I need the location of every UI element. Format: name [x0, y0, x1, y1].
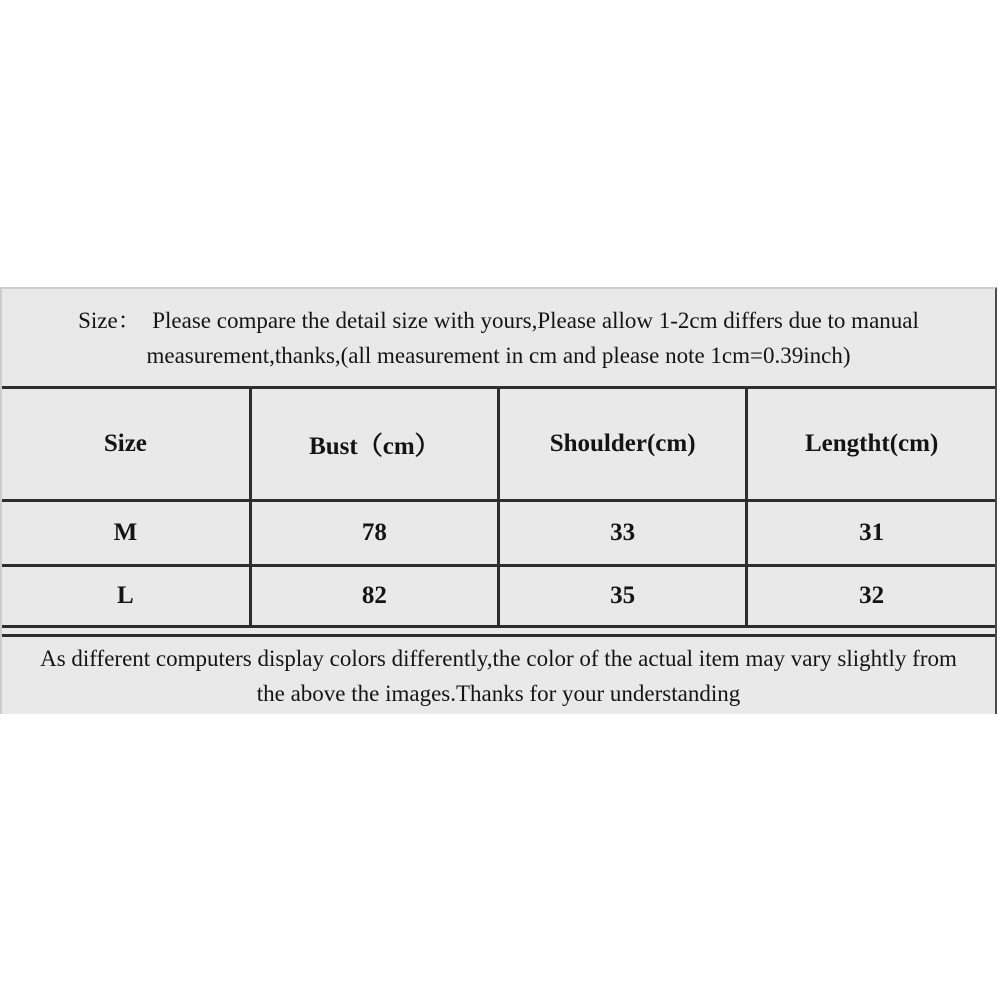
column-header-length: Lengtht(cm) [747, 389, 995, 501]
column-header-size: Size [2, 389, 250, 501]
color-disclaimer-line2: the above the images.Thanks for your understanding [256, 680, 741, 706]
measurement-note-line1: Size： Please compare the detail size with yours,Please allow 1-2cm differs due to manual [78, 307, 919, 333]
cell-size-m: M [2, 501, 250, 566]
cell-bust-m: 78 [250, 501, 498, 566]
cell-length-m: 31 [747, 501, 995, 566]
size-chart-panel [0, 287, 997, 714]
measurement-note [2, 289, 995, 389]
cell-shoulder-l: 35 [499, 566, 747, 627]
measurement-note-line2: measurement,thanks,(all measurement in cm and please note 1cm=0.39inch) [146, 342, 851, 368]
color-disclaimer-line1: As different computers display colors differently,the color of the actual item may vary slightly from [40, 645, 957, 671]
table-row-size-l [2, 566, 995, 627]
cell-bust-l: 82 [250, 566, 498, 627]
color-disclaimer-note [2, 634, 995, 714]
size-table-header-row [2, 389, 995, 501]
cell-size-l: L [2, 566, 250, 627]
cell-length-l: 32 [747, 566, 995, 627]
size-table [2, 389, 995, 628]
column-header-shoulder: Shoulder(cm) [499, 389, 747, 501]
table-row-size-m [2, 501, 995, 566]
column-header-bust: Bust（cm） [250, 389, 498, 501]
cell-shoulder-m: 33 [499, 501, 747, 566]
